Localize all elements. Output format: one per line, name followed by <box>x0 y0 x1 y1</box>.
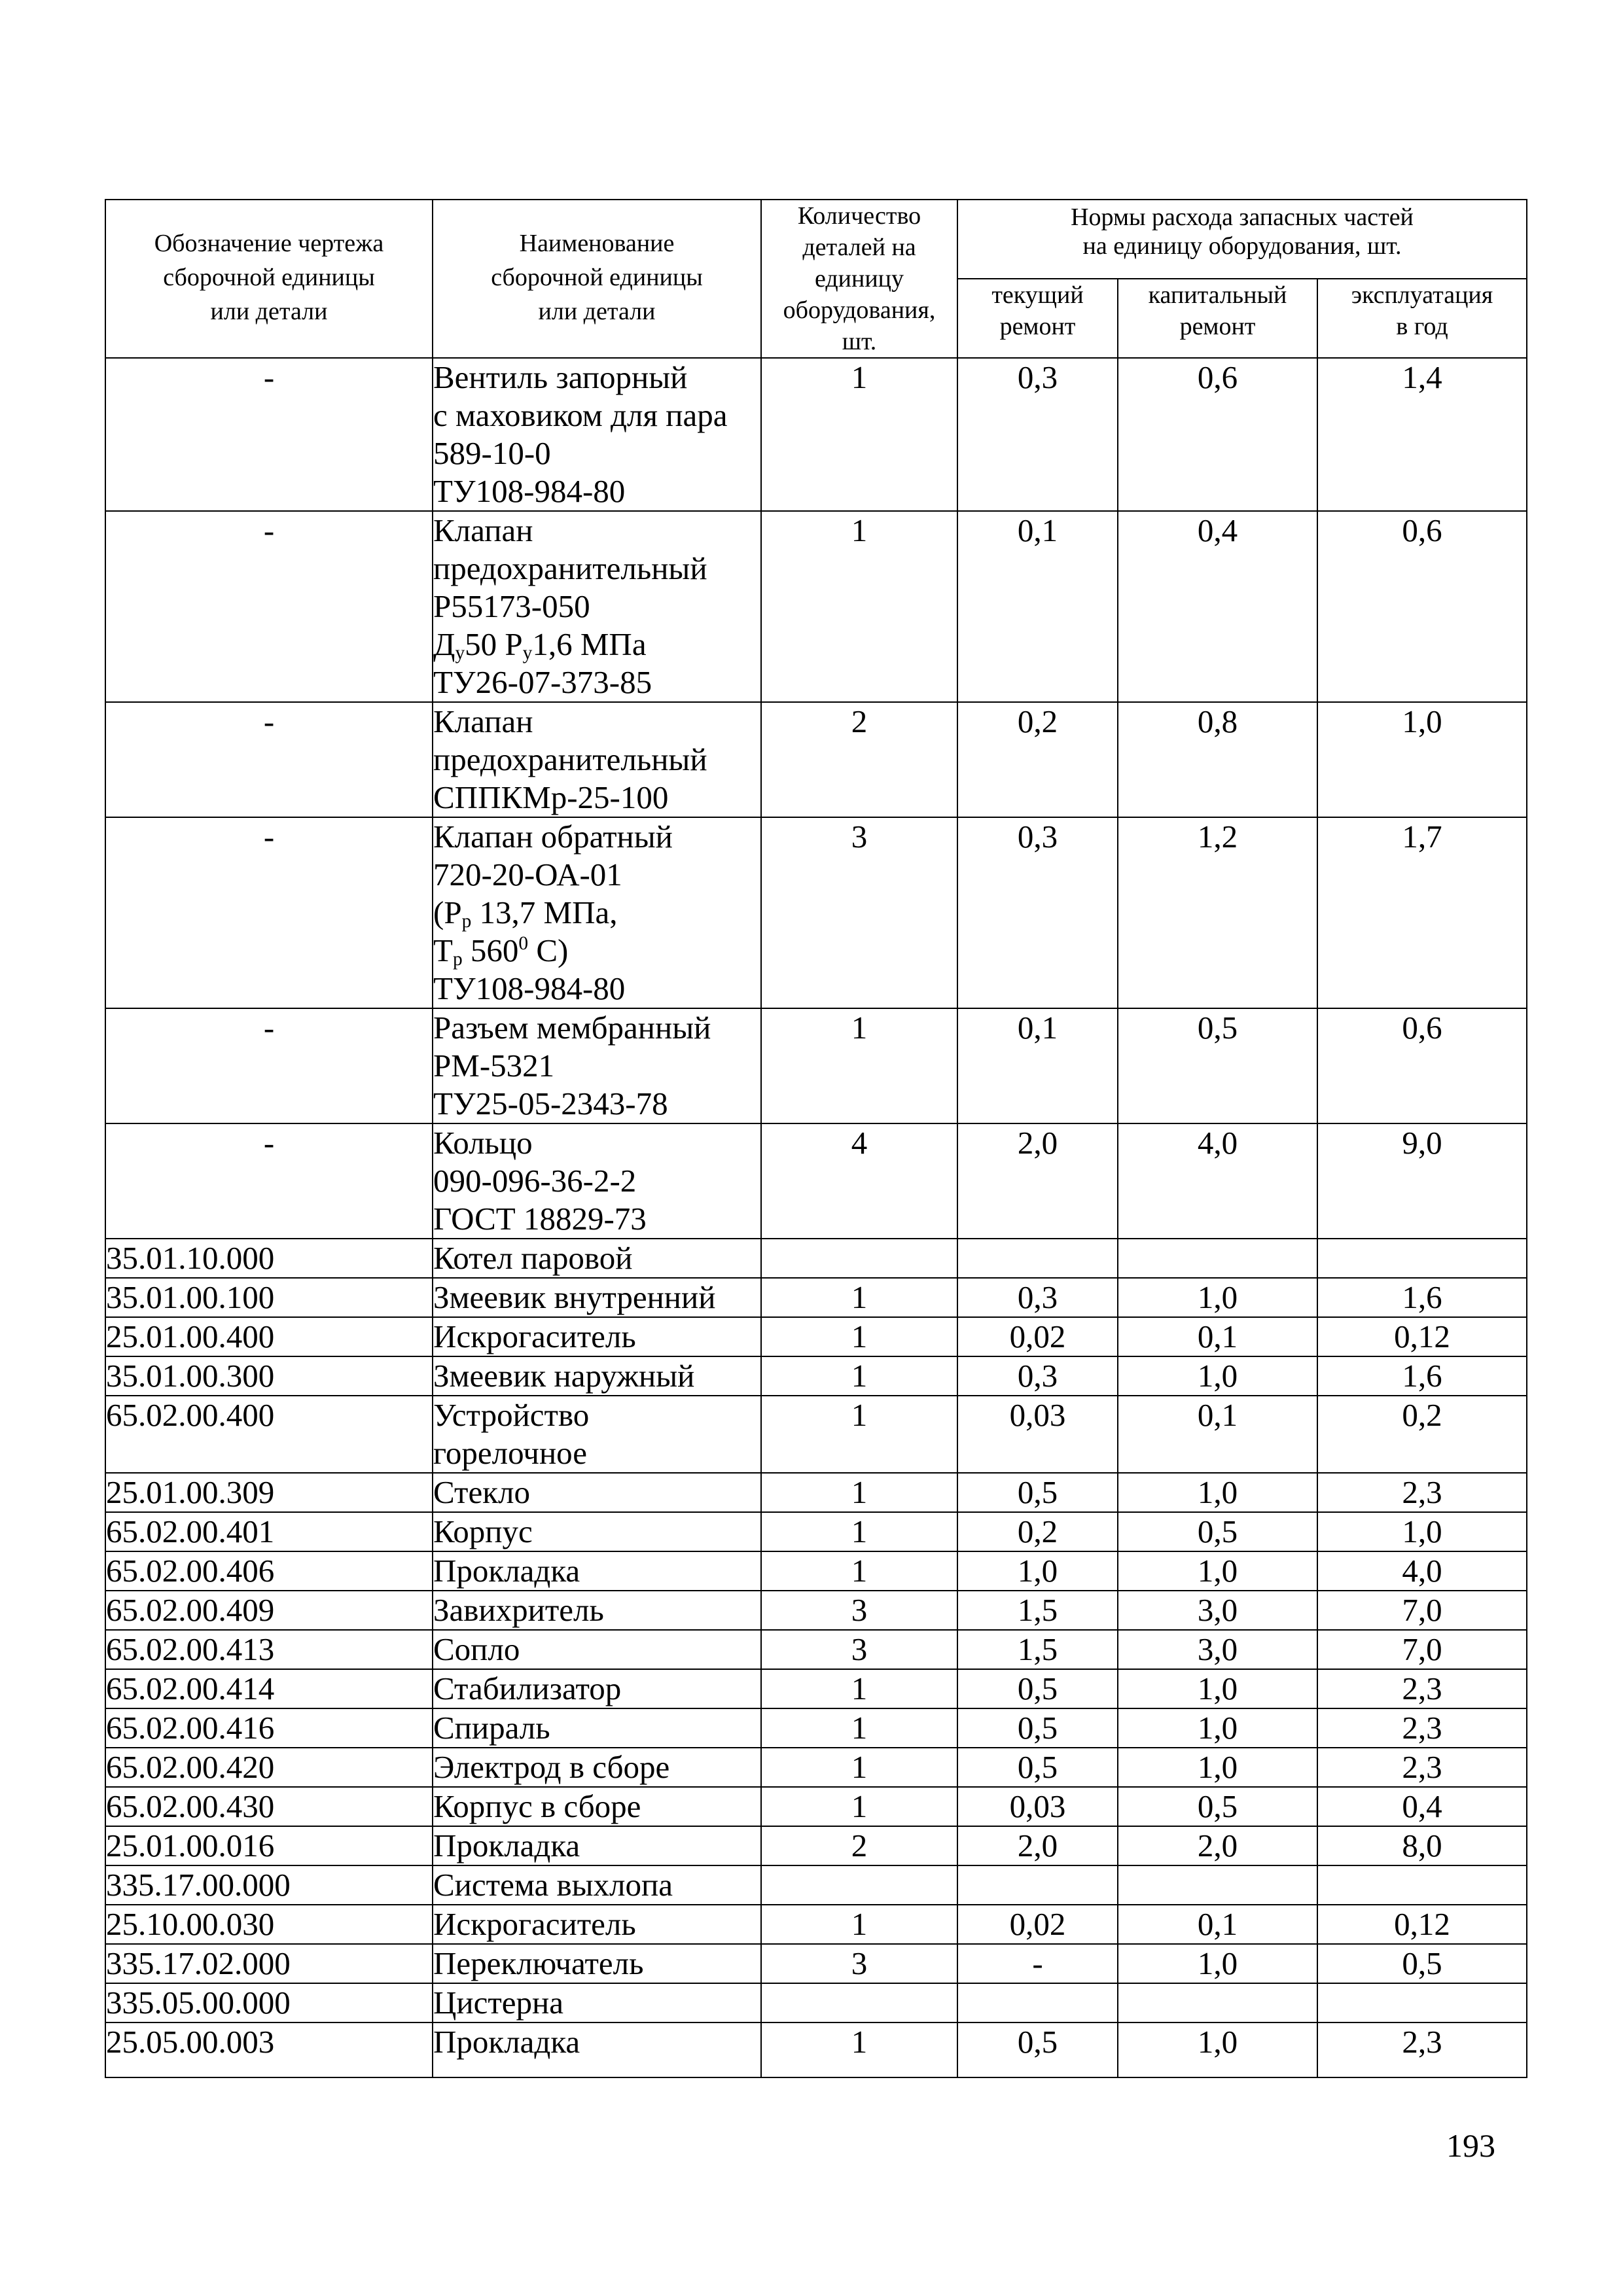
cell-annual-operation: 8,0 <box>1317 1826 1527 1865</box>
cell-unit-name <box>433 2022 761 2077</box>
table-row <box>105 1865 1527 1905</box>
name-fragment: р <box>461 911 472 932</box>
table-row <box>105 1123 1527 1239</box>
cell-drawing-code: - <box>105 817 433 1008</box>
cell-quantity: 1 <box>761 1905 957 1944</box>
name-line: Сопло <box>433 1631 520 1667</box>
cell-capital-repair <box>1118 1865 1317 1905</box>
cell-drawing-code: 65.02.00.409 <box>105 1591 433 1630</box>
cell-quantity: 1 <box>761 1278 957 1317</box>
name-fragment: 560 <box>462 932 519 968</box>
cell-annual-operation: 0,12 <box>1317 1905 1527 1944</box>
cell-current-repair: 0,5 <box>957 2022 1118 2077</box>
table-row <box>105 1630 1527 1669</box>
name-fragment: (Р <box>433 894 462 930</box>
cell-current-repair: 0,1 <box>957 511 1118 702</box>
cell-quantity: 2 <box>761 702 957 817</box>
cell-drawing-code: 25.05.00.003 <box>105 2022 433 2077</box>
cell-annual-operation: 2,3 <box>1317 1748 1527 1787</box>
cell-unit-name <box>433 1512 761 1551</box>
cell-unit-name <box>433 1826 761 1865</box>
cell-current-repair: 0,3 <box>957 358 1118 511</box>
cell-current-repair: 0,3 <box>957 1356 1118 1396</box>
cell-drawing-code: 65.02.00.430 <box>105 1787 433 1826</box>
name-line: Переключатель <box>433 1945 644 1981</box>
cell-drawing-code: 65.02.00.413 <box>105 1630 433 1669</box>
name-line: Прокладка <box>433 1553 580 1589</box>
cell-quantity: 1 <box>761 1356 957 1396</box>
cell-drawing-code: 65.02.00.400 <box>105 1396 433 1473</box>
cell-drawing-code: - <box>105 358 433 511</box>
cell-drawing-code: 65.02.00.401 <box>105 1512 433 1551</box>
cell-capital-repair: 0,4 <box>1118 511 1317 702</box>
cell-capital-repair: 3,0 <box>1118 1591 1317 1630</box>
cell-drawing-code: 335.05.00.000 <box>105 1983 433 2022</box>
cell-capital-repair: 1,0 <box>1118 1551 1317 1591</box>
cell-current-repair: 0,5 <box>957 1748 1118 1787</box>
table-row <box>105 1356 1527 1396</box>
cell-quantity: 1 <box>761 1787 957 1826</box>
cell-annual-operation: 1,4 <box>1317 358 1527 511</box>
name-line: Стабилизатор <box>433 1670 622 1706</box>
table-header <box>105 200 1527 358</box>
name-line: горелочное <box>433 1435 588 1471</box>
name-line: Цистерна <box>433 1985 563 2021</box>
header-annual-operation: эксплуатация в год <box>1317 279 1527 358</box>
name-line: предохранительный <box>433 550 707 586</box>
cell-capital-repair: 0,6 <box>1118 358 1317 511</box>
table-row <box>105 1748 1527 1787</box>
name-line: Клапан <box>433 703 533 739</box>
header-unit-name: Наименование сборочной единицы или детали <box>433 200 761 358</box>
cell-quantity: 3 <box>761 1591 957 1630</box>
cell-current-repair: 0,03 <box>957 1396 1118 1473</box>
name-line <box>433 894 760 932</box>
name-line: Змеевик наружный <box>433 1358 695 1394</box>
cell-drawing-code: 335.17.00.000 <box>105 1865 433 1905</box>
name-fragment: р <box>452 949 463 970</box>
name-fragment: 0 <box>518 933 529 954</box>
cell-annual-operation: 4,0 <box>1317 1551 1527 1591</box>
cell-current-repair: - <box>957 1944 1118 1983</box>
name-line: Система выхлопа <box>433 1867 673 1903</box>
name-line: ТУ25-05-2343-78 <box>433 1086 668 1122</box>
name-line <box>433 626 760 663</box>
name-line: Р55173-050 <box>433 588 590 624</box>
cell-unit-name <box>433 1669 761 1708</box>
name-line: Разъем мембранный <box>433 1010 711 1046</box>
cell-quantity <box>761 1983 957 2022</box>
cell-current-repair: 1,5 <box>957 1630 1118 1669</box>
table-row <box>105 1591 1527 1630</box>
cell-annual-operation: 2,3 <box>1317 1708 1527 1748</box>
table-row <box>105 1473 1527 1512</box>
cell-capital-repair: 0,1 <box>1118 1317 1317 1356</box>
table-row <box>105 1826 1527 1865</box>
cell-quantity: 1 <box>761 2022 957 2077</box>
cell-unit-name <box>433 1356 761 1396</box>
name-line: Кольцо <box>433 1125 533 1161</box>
cell-annual-operation: 0,6 <box>1317 1008 1527 1123</box>
cell-current-repair: 0,2 <box>957 1512 1118 1551</box>
name-fragment: Д <box>433 626 455 662</box>
cell-annual-operation: 2,3 <box>1317 1473 1527 1512</box>
table-row <box>105 1787 1527 1826</box>
name-line: ТУ108-984-80 <box>433 970 626 1006</box>
cell-drawing-code: 35.01.10.000 <box>105 1239 433 1278</box>
cell-drawing-code: 25.01.00.016 <box>105 1826 433 1865</box>
name-fragment: у <box>522 643 533 663</box>
cell-annual-operation <box>1317 1983 1527 2022</box>
cell-drawing-code: - <box>105 511 433 702</box>
cell-drawing-code: - <box>105 1123 433 1239</box>
cell-capital-repair: 1,0 <box>1118 1473 1317 1512</box>
name-line: Искрогаситель <box>433 1318 636 1354</box>
cell-annual-operation: 1,6 <box>1317 1356 1527 1396</box>
name-line: ТУ108-984-80 <box>433 473 626 509</box>
cell-annual-operation <box>1317 1239 1527 1278</box>
cell-capital-repair: 4,0 <box>1118 1123 1317 1239</box>
cell-annual-operation: 0,5 <box>1317 1944 1527 1983</box>
cell-unit-name <box>433 1630 761 1669</box>
table-row <box>105 702 1527 817</box>
name-line: Змеевик внутренний <box>433 1279 716 1315</box>
cell-annual-operation: 1,7 <box>1317 817 1527 1008</box>
name-line: Электрод в сборе <box>433 1749 670 1785</box>
cell-quantity: 4 <box>761 1123 957 1239</box>
cell-annual-operation: 2,3 <box>1317 1669 1527 1708</box>
cell-drawing-code: - <box>105 1008 433 1123</box>
cell-unit-name <box>433 1473 761 1512</box>
cell-quantity: 1 <box>761 1473 957 1512</box>
cell-annual-operation: 1,0 <box>1317 1512 1527 1551</box>
table-row <box>105 1396 1527 1473</box>
spare-parts-table <box>105 199 1527 2078</box>
cell-quantity <box>761 1239 957 1278</box>
name-line: Котел паровой <box>433 1240 633 1276</box>
table-row <box>105 1317 1527 1356</box>
name-fragment: С) <box>528 932 569 968</box>
cell-capital-repair: 0,5 <box>1118 1512 1317 1551</box>
cell-quantity: 1 <box>761 1708 957 1748</box>
header-current-repair: текущий ремонт <box>957 279 1118 358</box>
cell-quantity: 1 <box>761 511 957 702</box>
cell-annual-operation <box>1317 1865 1527 1905</box>
cell-unit-name <box>433 1983 761 2022</box>
cell-annual-operation: 0,4 <box>1317 1787 1527 1826</box>
cell-quantity: 1 <box>761 1669 957 1708</box>
cell-unit-name <box>433 1278 761 1317</box>
header-norms-group: Нормы расхода запасных частей на единицу оборудования, шт. <box>957 200 1527 279</box>
name-fragment: Т <box>433 932 453 968</box>
cell-quantity: 1 <box>761 1748 957 1787</box>
cell-capital-repair: 0,8 <box>1118 702 1317 817</box>
cell-unit-name <box>433 1748 761 1787</box>
cell-unit-name <box>433 817 761 1008</box>
cell-unit-name <box>433 358 761 511</box>
table-row <box>105 2022 1527 2077</box>
cell-drawing-code: 25.01.00.309 <box>105 1473 433 1512</box>
cell-unit-name <box>433 1591 761 1630</box>
name-line: Завихритель <box>433 1592 604 1628</box>
cell-annual-operation: 0,2 <box>1317 1396 1527 1473</box>
cell-current-repair: 0,5 <box>957 1708 1118 1748</box>
table-row <box>105 1983 1527 2022</box>
cell-current-repair: 0,3 <box>957 1278 1118 1317</box>
table-row <box>105 511 1527 702</box>
cell-current-repair: 1,5 <box>957 1591 1118 1630</box>
name-line: Клапан <box>433 512 533 548</box>
cell-capital-repair: 1,0 <box>1118 1278 1317 1317</box>
cell-capital-repair: 0,5 <box>1118 1787 1317 1826</box>
name-line: Прокладка <box>433 1828 580 1863</box>
cell-current-repair <box>957 1865 1118 1905</box>
name-line: 589-10-0 <box>433 435 551 471</box>
name-line: РМ-5321 <box>433 1048 555 1084</box>
table-body <box>105 358 1527 2077</box>
cell-quantity: 1 <box>761 1008 957 1123</box>
cell-capital-repair: 3,0 <box>1118 1630 1317 1669</box>
name-line: предохранительный <box>433 741 707 777</box>
cell-quantity: 3 <box>761 817 957 1008</box>
cell-quantity <box>761 1865 957 1905</box>
table-row <box>105 1239 1527 1278</box>
cell-drawing-code: 65.02.00.416 <box>105 1708 433 1748</box>
name-line: с маховиком для пара <box>433 397 728 433</box>
cell-unit-name <box>433 1944 761 1983</box>
cell-current-repair: 0,02 <box>957 1317 1118 1356</box>
cell-quantity: 1 <box>761 358 957 511</box>
cell-quantity: 1 <box>761 1396 957 1473</box>
table-row <box>105 358 1527 511</box>
cell-quantity: 1 <box>761 1512 957 1551</box>
cell-drawing-code: 335.17.02.000 <box>105 1944 433 1983</box>
name-fragment: 50 Р <box>465 626 523 662</box>
cell-capital-repair: 0,5 <box>1118 1008 1317 1123</box>
header-drawing-designation: Обозначение чертежа сборочной единицы или детали <box>105 200 433 358</box>
cell-unit-name <box>433 1787 761 1826</box>
table-row <box>105 1008 1527 1123</box>
table-row <box>105 1708 1527 1748</box>
cell-capital-repair: 2,0 <box>1118 1826 1317 1865</box>
cell-annual-operation: 1,0 <box>1317 702 1527 817</box>
cell-quantity: 3 <box>761 1944 957 1983</box>
name-line: ТУ26-07-373-85 <box>433 664 652 700</box>
name-line: Вентиль запорный <box>433 359 688 395</box>
cell-annual-operation: 7,0 <box>1317 1630 1527 1669</box>
name-line: Прокладка <box>433 2024 580 2060</box>
cell-current-repair: 2,0 <box>957 1123 1118 1239</box>
cell-drawing-code: 65.02.00.406 <box>105 1551 433 1591</box>
cell-capital-repair: 0,1 <box>1118 1905 1317 1944</box>
cell-current-repair: 0,03 <box>957 1787 1118 1826</box>
table-row <box>105 1669 1527 1708</box>
cell-current-repair: 0,3 <box>957 817 1118 1008</box>
name-fragment: 1,6 МПа <box>532 626 647 662</box>
header-quantity: Количество деталей на единицу оборудования, шт. <box>761 200 957 358</box>
cell-unit-name <box>433 1317 761 1356</box>
cell-current-repair: 0,5 <box>957 1669 1118 1708</box>
cell-capital-repair: 1,0 <box>1118 2022 1317 2077</box>
name-line: Спираль <box>433 1710 550 1746</box>
cell-quantity: 2 <box>761 1826 957 1865</box>
cell-current-repair <box>957 1239 1118 1278</box>
cell-capital-repair: 1,0 <box>1118 1708 1317 1748</box>
cell-drawing-code: 35.01.00.100 <box>105 1278 433 1317</box>
name-line: Корпус <box>433 1513 533 1549</box>
name-line: 090-096-36-2-2 <box>433 1163 637 1199</box>
cell-capital-repair: 1,0 <box>1118 1669 1317 1708</box>
cell-unit-name <box>433 1239 761 1278</box>
cell-quantity: 1 <box>761 1317 957 1356</box>
cell-unit-name <box>433 511 761 702</box>
cell-drawing-code: 65.02.00.414 <box>105 1669 433 1708</box>
name-fragment: у <box>455 643 465 663</box>
cell-unit-name <box>433 702 761 817</box>
table-row <box>105 1512 1527 1551</box>
page-number: 193 <box>1446 2127 1495 2164</box>
name-line: Клапан обратный <box>433 819 673 855</box>
cell-drawing-code: 65.02.00.420 <box>105 1748 433 1787</box>
cell-annual-operation: 1,6 <box>1317 1278 1527 1317</box>
name-line <box>433 932 760 970</box>
cell-drawing-code: 25.01.00.400 <box>105 1317 433 1356</box>
cell-unit-name <box>433 1905 761 1944</box>
cell-current-repair: 0,02 <box>957 1905 1118 1944</box>
name-fragment: 13,7 МПа, <box>471 894 618 930</box>
cell-drawing-code: - <box>105 702 433 817</box>
name-line: Стекло <box>433 1474 530 1510</box>
cell-annual-operation: 0,12 <box>1317 1317 1527 1356</box>
cell-capital-repair: 1,2 <box>1118 817 1317 1008</box>
table-row <box>105 1278 1527 1317</box>
name-line: Устройство <box>433 1397 590 1433</box>
cell-current-repair: 2,0 <box>957 1826 1118 1865</box>
cell-unit-name <box>433 1123 761 1239</box>
cell-current-repair: 0,2 <box>957 702 1118 817</box>
name-line: ГОСТ 18829-73 <box>433 1201 647 1237</box>
table-row <box>105 1551 1527 1591</box>
cell-current-repair <box>957 1983 1118 2022</box>
cell-drawing-code: 35.01.00.300 <box>105 1356 433 1396</box>
cell-unit-name <box>433 1008 761 1123</box>
cell-unit-name <box>433 1551 761 1591</box>
cell-current-repair: 0,1 <box>957 1008 1118 1123</box>
cell-unit-name <box>433 1865 761 1905</box>
cell-annual-operation: 2,3 <box>1317 2022 1527 2077</box>
cell-quantity: 1 <box>761 1551 957 1591</box>
table-row <box>105 817 1527 1008</box>
cell-capital-repair: 1,0 <box>1118 1748 1317 1787</box>
name-line: 720-20-ОА-01 <box>433 857 622 892</box>
cell-capital-repair: 1,0 <box>1118 1944 1317 1983</box>
header-capital-repair: капитальный ремонт <box>1118 279 1317 358</box>
cell-current-repair: 1,0 <box>957 1551 1118 1591</box>
cell-drawing-code: 25.10.00.030 <box>105 1905 433 1944</box>
cell-annual-operation: 9,0 <box>1317 1123 1527 1239</box>
cell-capital-repair <box>1118 1239 1317 1278</box>
cell-current-repair: 0,5 <box>957 1473 1118 1512</box>
name-line: СППКМр-25-100 <box>433 779 669 815</box>
table-row <box>105 1944 1527 1983</box>
table-row <box>105 1905 1527 1944</box>
name-line: Корпус в сборе <box>433 1788 641 1824</box>
cell-capital-repair: 1,0 <box>1118 1356 1317 1396</box>
cell-capital-repair <box>1118 1983 1317 2022</box>
name-line: Искрогаситель <box>433 1906 636 1942</box>
cell-capital-repair: 0,1 <box>1118 1396 1317 1473</box>
cell-quantity: 3 <box>761 1630 957 1669</box>
cell-unit-name <box>433 1708 761 1748</box>
cell-unit-name <box>433 1396 761 1473</box>
cell-annual-operation: 0,6 <box>1317 511 1527 702</box>
cell-annual-operation: 7,0 <box>1317 1591 1527 1630</box>
